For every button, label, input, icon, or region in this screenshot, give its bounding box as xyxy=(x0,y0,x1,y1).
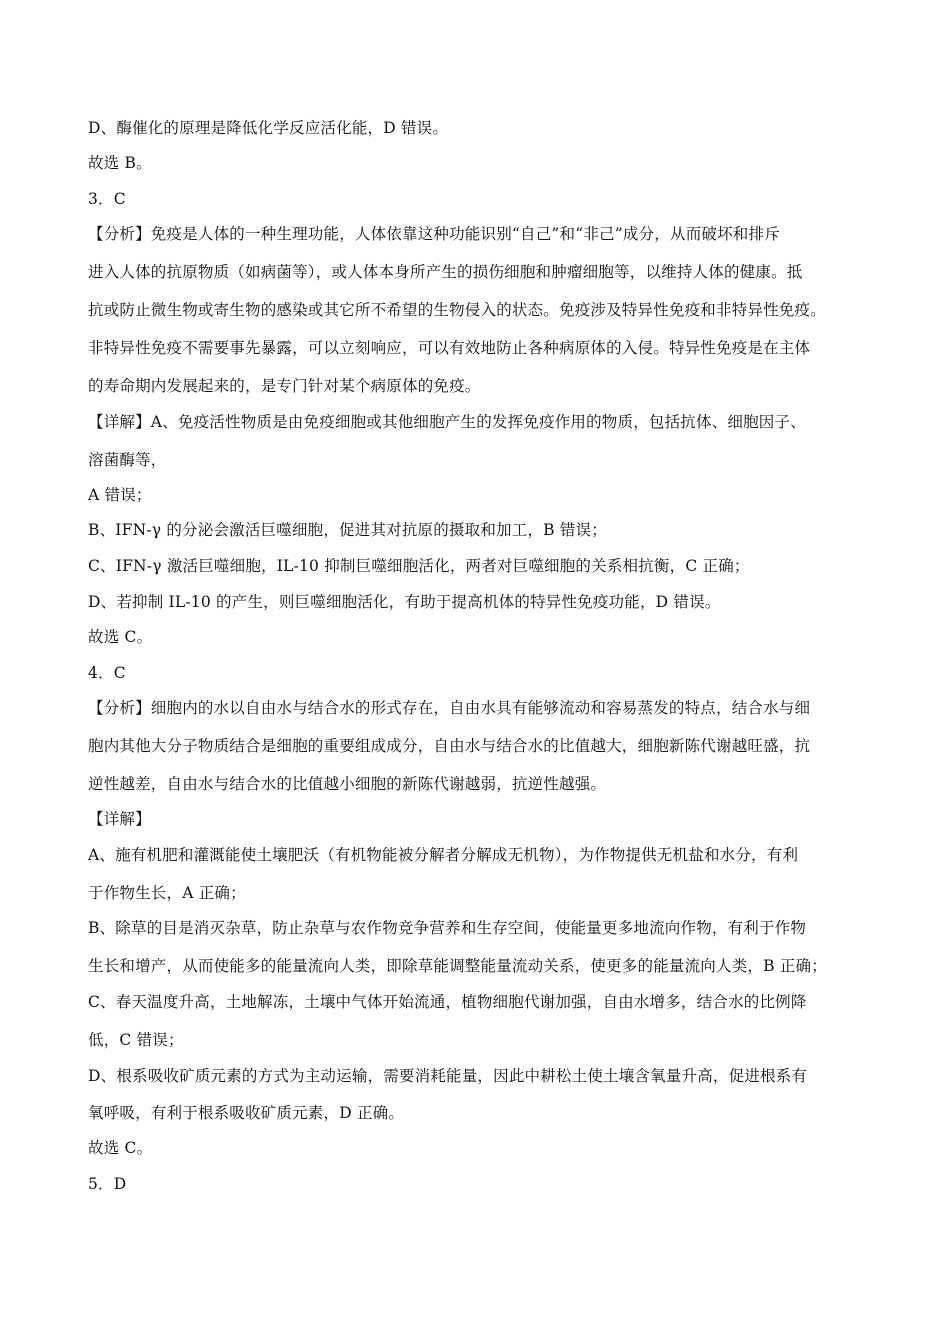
text-line: D、若抑制 IL-10 的产生，则巨噬细胞活化，有助于提高机体的特异性免疫功能，D 错误。 xyxy=(88,593,721,611)
question-number: 4．C xyxy=(88,664,126,682)
text-line: 非特异性免疫不需要事先暴露，可以立刻响应，可以有效地防止各种病原体的入侵。特异性免疫是在主体 xyxy=(88,339,811,357)
text-line: C、IFN-γ 激活巨噬细胞，IL-10 抑制巨噬细胞活化，两者对巨噬细胞的关系相抗衡，C 正确； xyxy=(88,557,750,575)
text-line: 【详解】A、免疫活性物质是由免疫细胞或其他细胞产生的发挥免疫作用的物质，包括抗体、细胞因子、 xyxy=(88,413,806,431)
text-line: 【详解】 xyxy=(88,810,151,828)
text-line: 【分析】免疫是人体的一种生理功能，人体依靠这种功能识别“自己”和“非己”成分，从而破坏和排斥 xyxy=(88,225,780,243)
text-line: 的寿命期内发展起来的，是专门针对某个病原体的免疫。 xyxy=(88,377,481,395)
text-line: 低，C 错误； xyxy=(88,1031,184,1049)
text-line: 故选 B。 xyxy=(88,154,152,172)
text-line: 故选 C。 xyxy=(88,628,153,646)
text-line: 进入人体的抗原物质（如病菌等），或人体本身所产生的损伤细胞和肿瘤细胞等，以维持人体的健康。抵 xyxy=(88,263,803,281)
text-line: 逆性越差，自由水与结合水的比值越小细胞的新陈代谢越弱，抗逆性越强。 xyxy=(88,775,607,793)
text-line: 氧呼吸，有利于根系吸收矿质元素，D 正确。 xyxy=(88,1104,405,1122)
text-line: B、IFN-γ 的分泌会激活巨噬细胞，促进其对抗原的摄取和加工，B 错误； xyxy=(88,521,607,539)
text-line: B、除草的目是消灭杂草，防止杂草与农作物竞争营养和生存空间，使能量更多地流向作物，有利于作物 xyxy=(88,919,807,937)
text-line: A 错误； xyxy=(88,486,152,504)
text-line: 于作物生长，A 正确； xyxy=(88,884,246,902)
question-number: 5．D xyxy=(88,1175,127,1193)
text-line: 故选 C。 xyxy=(88,1139,153,1157)
text-line: 【分析】细胞内的水以自由水与结合水的形式存在，自由水具有能够流动和容易蒸发的特点，结合水与细 xyxy=(88,699,811,717)
text-line: D、酶催化的原理是降低化学反应活化能，D 错误。 xyxy=(88,119,449,137)
question-number: 3．C xyxy=(88,190,126,208)
text-line: 溶菌酶等， xyxy=(88,451,167,469)
text-line: A、施有机肥和灌溉能使土壤肥沃（有机物能被分解者分解成无机物），为作物提供无机盐和水分，有利 xyxy=(88,846,799,864)
text-line: 生长和增产，从而使能多的能量流向人类，即除草能调整能量流动关系，使更多的能量流向人类，B 正确； xyxy=(88,957,827,975)
text-line: C、春天温度升高，土地解冻，土壤中气体开始流通，植物细胞代谢加强，自由水增多，结合水的比例降 xyxy=(88,993,807,1011)
text-line: D、根系吸收矿质元素的方式为主动运输，需要消耗能量，因此中耕松土使土壤含氧量升高，促进根系有 xyxy=(88,1067,808,1085)
text-line: 胞内其他大分子物质结合是细胞的重要组成成分，自由水与结合水的比值越大，细胞新陈代谢越旺盛，抗 xyxy=(88,737,811,755)
text-line: 抗或防止微生物或寄生物的感染或其它所不希望的生物侵入的状态。免疫涉及特异性免疫和非特异性免疫。 xyxy=(88,301,826,319)
